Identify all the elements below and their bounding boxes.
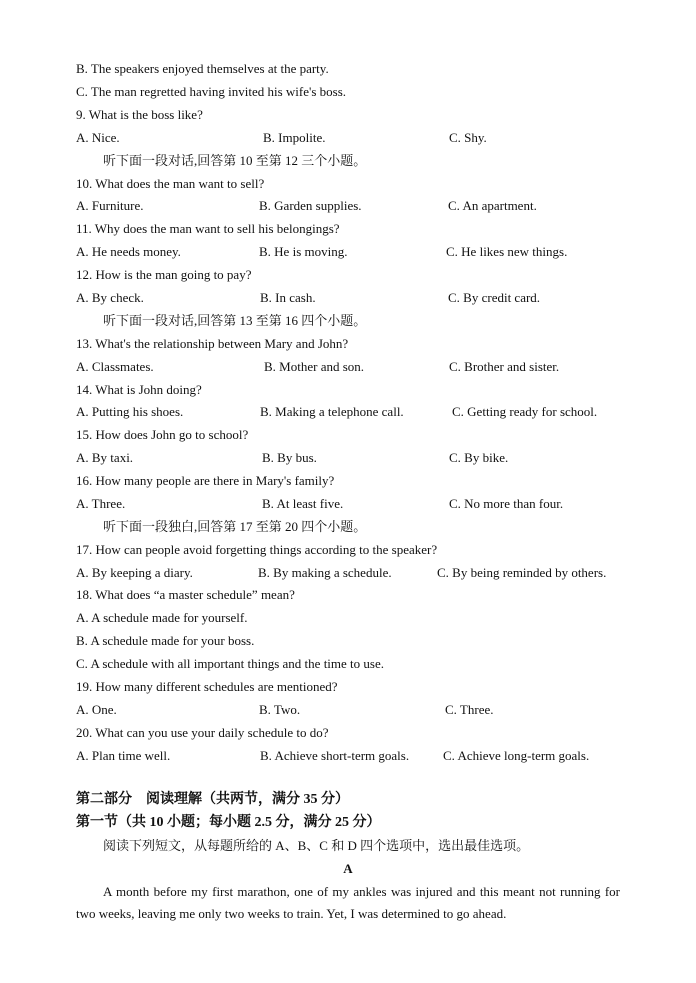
passage-a-text: A month before my first marathon, one of my ankles was injured and this meant not running for two weeks, leaving me only two weeks to train. Yet, I was determined to go ahead. (76, 884, 620, 921)
option-18c: C. A schedule with all important things and the time to use. (76, 656, 384, 671)
option-16b: B. At least five. (262, 496, 344, 511)
option-14c: C. Getting ready for school. (452, 404, 598, 419)
option-9b: B. Impolite. (263, 130, 326, 145)
option-13b: B. Mother and son. (264, 359, 365, 374)
question-15: 15. How does John go to school? (76, 427, 249, 442)
question-10: 10. What does the man want to sell? (76, 176, 265, 191)
option-18b: B. A schedule made for your boss. (76, 633, 255, 648)
instruction-13-16: 听下面一段对话,回答第 13 至第 16 四个小题。 (103, 313, 367, 328)
option-20b: B. Achieve short-term goals. (260, 748, 410, 763)
option-8b: B. The speakers enjoyed themselves at the party. (76, 61, 329, 76)
option-11c: C. He likes new things. (446, 244, 568, 259)
option-12a: A. By check. (76, 290, 144, 305)
question-16: 16. How many people are there in Mary's family? (76, 473, 335, 488)
question-9: 9. What is the boss like? (76, 107, 203, 122)
option-13c: C. Brother and sister. (449, 359, 560, 374)
option-12b: B. In cash. (260, 290, 316, 305)
section1-heading: 第一节（共 10 小题；每小题 2.5 分，满分 25 分） (76, 815, 381, 830)
option-9c: C. Shy. (449, 130, 487, 145)
option-16a: A. Three. (76, 496, 126, 511)
option-9a: A. Nice. (76, 130, 120, 145)
option-10a: A. Furniture. (76, 198, 144, 213)
question-19: 19. How many different schedules are mentioned? (76, 679, 338, 694)
question-20: 20. What can you use your daily schedule to do? (76, 725, 329, 740)
option-19c: C. Three. (445, 702, 494, 717)
question-11: 11. Why does the man want to sell his belongings? (76, 221, 340, 236)
option-20c: C. Achieve long-term goals. (443, 748, 590, 763)
option-17a: A. By keeping a diary. (76, 565, 193, 580)
question-12: 12. How is the man going to pay? (76, 267, 252, 282)
option-13a: A. Classmates. (76, 359, 154, 374)
option-10c: C. An apartment. (448, 198, 537, 213)
instruction-10-12: 听下面一段对话,回答第 10 至第 12 三个小题。 (103, 153, 367, 168)
option-17c: C. By being reminded by others. (437, 565, 607, 580)
option-15a: A. By taxi. (76, 450, 134, 465)
option-19b: B. Two. (259, 702, 301, 717)
question-13: 13. What's the relationship between Mary and John? (76, 336, 349, 351)
instruction-17-20: 听下面一段独白,回答第 17 至第 20 四个小题。 (103, 519, 367, 534)
reading-instruction: 阅读下列短文，从每题所给的 A、B、C 和 D 四个选项中，选出最佳选项。 (103, 838, 530, 853)
option-8c: C. The man regretted having invited his wife's boss. (76, 84, 346, 99)
question-14: 14. What is John doing? (76, 382, 202, 397)
option-18a: A. A schedule made for yourself. (76, 610, 248, 625)
passage-label: A (343, 861, 353, 876)
option-10b: B. Garden supplies. (259, 198, 362, 213)
option-15b: B. By bus. (262, 450, 317, 465)
option-17b: B. By making a schedule. (258, 565, 392, 580)
option-20a: A. Plan time well. (76, 748, 171, 763)
option-11b: B. He is moving. (259, 244, 348, 259)
option-11a: A. He needs money. (76, 244, 181, 259)
option-12c: C. By credit card. (448, 290, 541, 305)
question-17: 17. How can people avoid forgetting things according to the speaker? (76, 542, 438, 557)
question-18: 18. What does “a master schedule” mean? (76, 587, 295, 602)
option-19a: A. One. (76, 702, 117, 717)
option-14a: A. Putting his shoes. (76, 404, 184, 419)
option-16c: C. No more than four. (449, 496, 564, 511)
option-14b: B. Making a telephone call. (260, 404, 404, 419)
option-15c: C. By bike. (449, 450, 509, 465)
part2-heading: 第二部分 阅读理解（共两节，满分 35 分） (76, 792, 349, 807)
